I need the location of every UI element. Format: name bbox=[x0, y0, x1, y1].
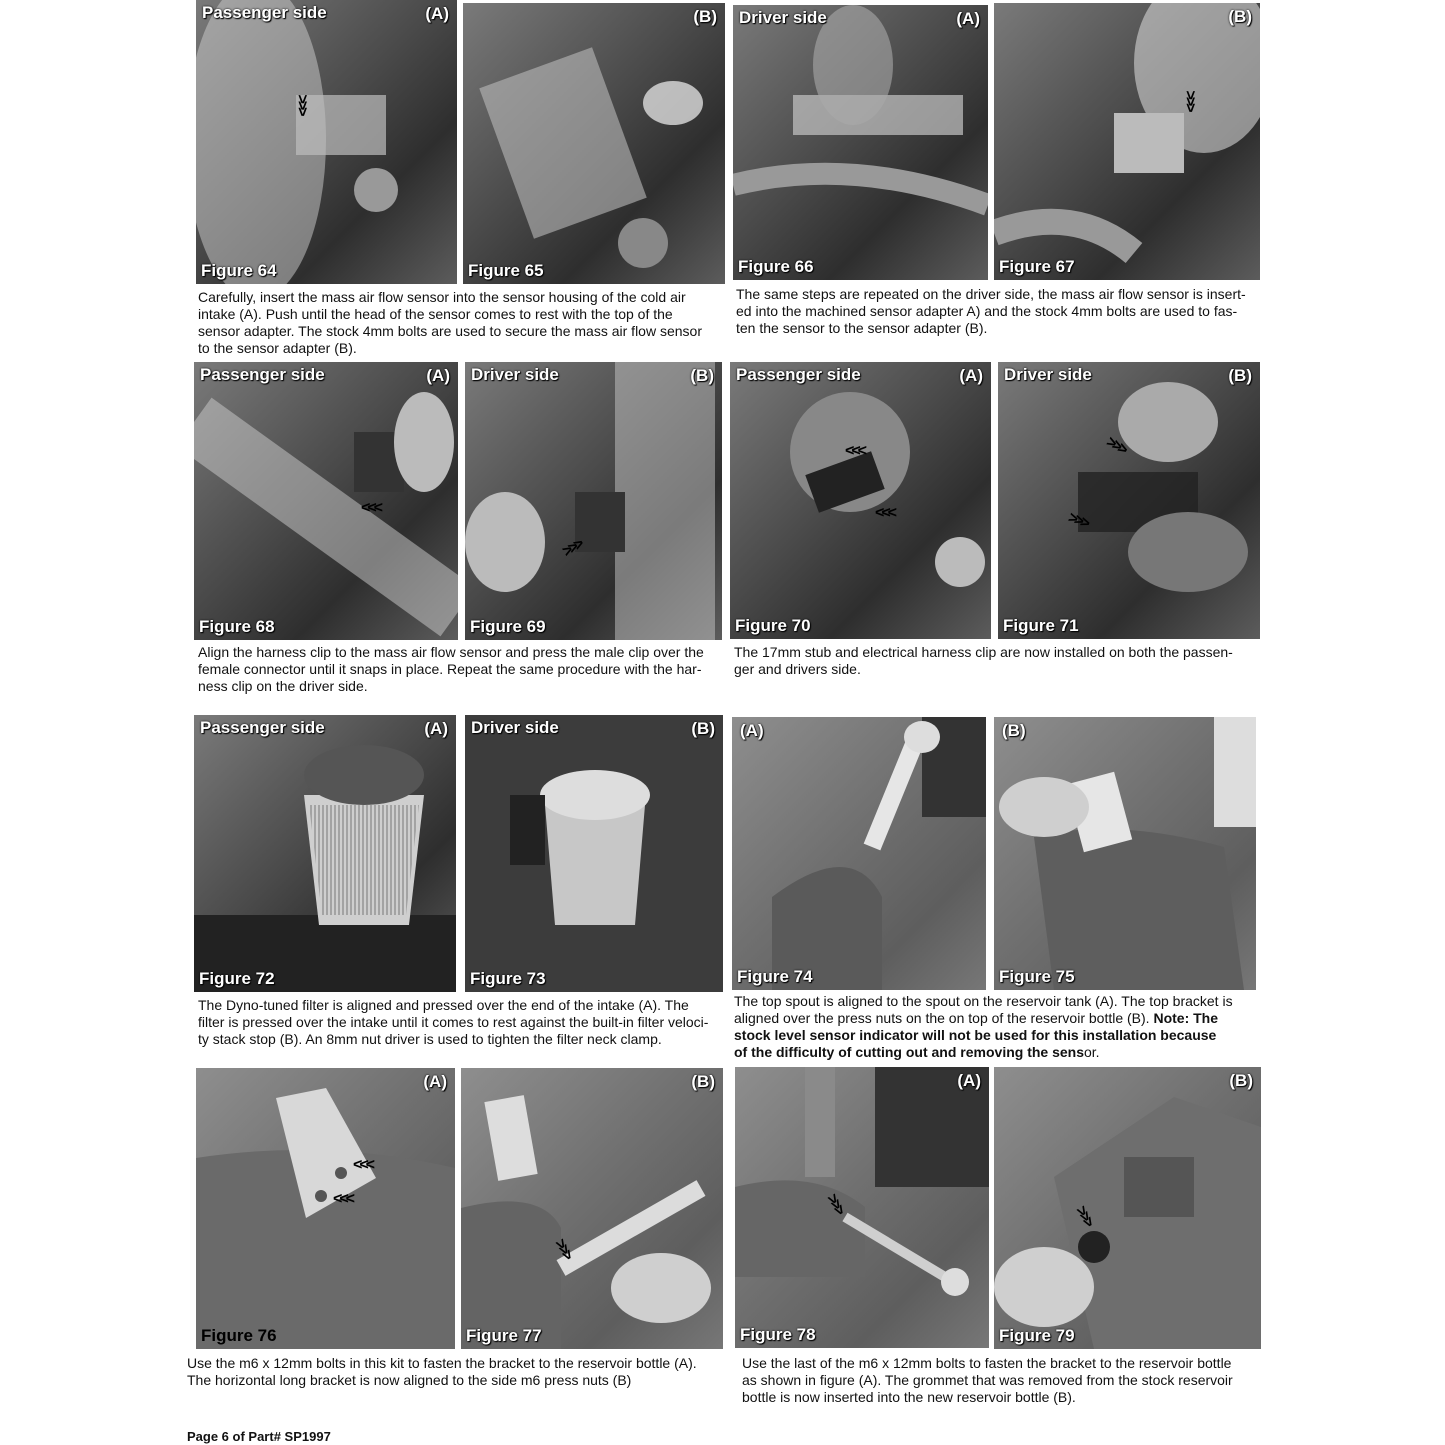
figure-label: Figure 77 bbox=[466, 1326, 542, 1345]
side-label: Passenger side bbox=[200, 365, 325, 384]
figure-75-photo bbox=[994, 717, 1256, 990]
panel-tag: (A) bbox=[425, 4, 449, 23]
pointer-arrows: >>> bbox=[848, 441, 868, 458]
figure-70-photo bbox=[730, 362, 991, 639]
pointer-arrows: >>> bbox=[1065, 509, 1090, 532]
figure-label: Figure 74 bbox=[737, 967, 813, 986]
figure-72-photo bbox=[194, 715, 456, 992]
figure-label: Figure 70 bbox=[735, 616, 811, 635]
figure-label: Figure 78 bbox=[740, 1325, 816, 1344]
figure-74-photo bbox=[732, 717, 986, 990]
panel-tag: (B) bbox=[1002, 721, 1026, 740]
figure-64-photo bbox=[196, 0, 457, 284]
figure-77-photo bbox=[461, 1068, 723, 1349]
figure-label: Figure 64 bbox=[201, 261, 277, 280]
figure-73-photo bbox=[465, 715, 723, 992]
figure-76-photo bbox=[196, 1068, 455, 1349]
caption-figures-66-67: The same steps are repeated on the driver side, the mass air flow sensor is insert- ed into the machined sensor adapter A) and the stock 4mm bolts are used to fas- ten the sensor to the sensor adapter (B). bbox=[736, 286, 1246, 336]
figure-label: Figure 75 bbox=[999, 967, 1075, 986]
caption-figures-64-65: Carefully, insert the mass air flow sensor into the sensor housing of the cold air intake (A). Push until the head of the sensor comes to rest with the top of the sensor adapter. The stock 4mm bolts are used to secure the mass air flow sensor to the sensor adapter (B). bbox=[198, 289, 702, 356]
caption-figures-70-71: The 17mm stub and electrical harness clip are now installed on both the passen- ger and drivers side. bbox=[734, 644, 1233, 677]
pointer-arrows: >>> bbox=[878, 503, 898, 520]
panel-tag: (A) bbox=[426, 366, 450, 385]
figure-label: Figure 72 bbox=[199, 969, 275, 988]
caption-text: The top spout is aligned to the spout on the reservoir tank (A). The top bracket is aligned over the press nuts on the on top of the reservoir bottle (B). bbox=[734, 993, 1233, 1026]
pointer-arrows: >>> bbox=[293, 94, 311, 114]
pointer-arrows: >>> bbox=[1103, 433, 1129, 458]
caption-figures-72-73: The Dyno-tuned filter is aligned and pressed over the end of the intake (A). The filter is pressed over the intake until it comes to rest against the built-in filter veloci- ty stack stop (B). An 8mm nut driver is used to tighten the filter neck clamp. bbox=[198, 997, 709, 1047]
figure-label: Figure 79 bbox=[999, 1326, 1075, 1345]
figure-label: Figure 76 bbox=[201, 1326, 277, 1345]
pointer-arrows: >>> bbox=[550, 1236, 576, 1262]
panel-tag: (A) bbox=[740, 721, 764, 740]
pointer-arrows: >>> bbox=[364, 498, 384, 515]
side-label: Passenger side bbox=[200, 718, 325, 737]
figure-69-photo bbox=[465, 362, 722, 640]
panel-tag: (A) bbox=[424, 719, 448, 738]
figure-66-photo bbox=[733, 5, 988, 280]
figure-68-photo bbox=[194, 362, 458, 640]
figure-67-photo bbox=[994, 3, 1260, 280]
figure-78-photo bbox=[735, 1067, 989, 1348]
panel-tag: (B) bbox=[691, 719, 715, 738]
caption-figures-74-75 bbox=[734, 993, 1254, 1061]
figure-label: Figure 66 bbox=[738, 257, 814, 276]
panel-tag: (B) bbox=[1228, 366, 1252, 385]
side-label: Passenger side bbox=[202, 3, 327, 22]
panel-tag: (B) bbox=[693, 7, 717, 26]
caption-figures-68-69: Align the harness clip to the mass air flow sensor and press the male clip over the female connector until it snaps in place. Repeat the same procedure with the har- ness clip on the driver side. bbox=[198, 644, 704, 694]
side-label: Driver side bbox=[739, 8, 827, 27]
panel-tag: (B) bbox=[1229, 1071, 1253, 1090]
panel-tag: (B) bbox=[690, 366, 714, 385]
pointer-arrows: >>> bbox=[1071, 1203, 1097, 1229]
figure-label: Figure 65 bbox=[468, 261, 544, 280]
panel-tag: (A) bbox=[957, 1071, 981, 1090]
pointer-arrows: >>> bbox=[822, 1191, 848, 1217]
pointer-arrows: >>> bbox=[559, 536, 585, 561]
panel-tag: (A) bbox=[423, 1072, 447, 1091]
side-label: Driver side bbox=[471, 718, 559, 737]
figure-label: Figure 68 bbox=[199, 617, 275, 636]
pointer-arrows: >>> bbox=[336, 1189, 356, 1206]
figure-65-photo bbox=[463, 3, 725, 284]
pointer-arrows: >>> bbox=[356, 1155, 376, 1172]
figure-label: Figure 67 bbox=[999, 257, 1075, 276]
figure-71-photo bbox=[998, 362, 1260, 639]
figure-label: Figure 71 bbox=[1003, 616, 1079, 635]
caption-figures-78-79: Use the last of the m6 x 12mm bolts to fasten the bracket to the reservoir bottle as shown in figure (A). The grommet that was removed from the stock reservoir bottle is now inserted into the new reservoir bottle (B). bbox=[742, 1355, 1233, 1405]
panel-tag: (A) bbox=[956, 9, 980, 28]
side-label: Driver side bbox=[1004, 365, 1092, 384]
panel-tag: (A) bbox=[959, 366, 983, 385]
panel-tag: (B) bbox=[1228, 7, 1252, 26]
figure-label: Figure 69 bbox=[470, 617, 546, 636]
side-label: Passenger side bbox=[736, 365, 861, 384]
caption-note: Note: The stock level sensor indicator will not be used for this installation because of the difficulty of cutting out and removing the sens bbox=[734, 1010, 1219, 1060]
caption-text: or. bbox=[1084, 1044, 1100, 1060]
panel-tag: (B) bbox=[691, 1072, 715, 1091]
figure-label: Figure 73 bbox=[470, 969, 546, 988]
side-label: Driver side bbox=[471, 365, 559, 384]
pointer-arrows: >>> bbox=[1181, 90, 1199, 110]
caption-figures-76-77: Use the m6 x 12mm bolts in this kit to fasten the bracket to the reservoir bottle (A). The horizontal long bracket is now aligned to the side m6 press nuts (B) bbox=[187, 1355, 697, 1388]
page-footer: Page 6 of Part# SP1997 bbox=[187, 1429, 331, 1444]
figure-79-photo bbox=[994, 1067, 1261, 1349]
